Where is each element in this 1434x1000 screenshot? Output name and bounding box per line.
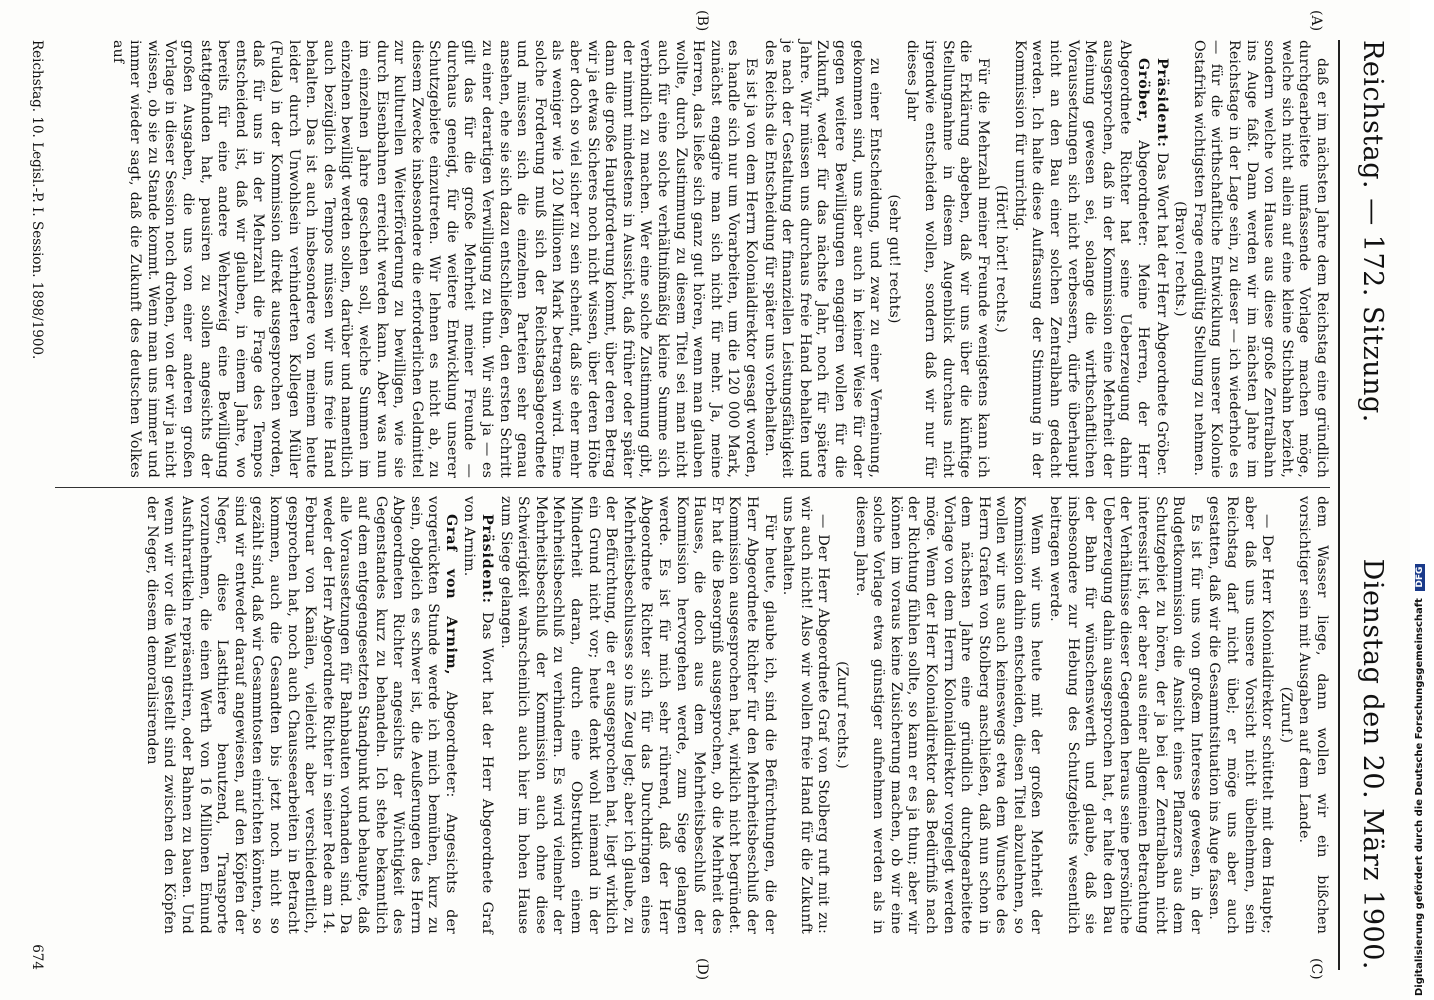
- column-divider: [55, 487, 1330, 488]
- body-paragraph: daß er im nächsten Jahre dem Reichstag eine gründlich durchgearbeitete umfassende Vorlage machen möge, welche sich nicht allein auf eine kleine Stichbahn bezieht, sondern welche von Hause aus diese große Zentralbahn ins Auge faßt. Dann werden wir im nächsten Jahre im Reichstage in der Lage sein, zu dieser — ich wiederhole es — für die wirthschaftliche Entwicklung unserer Kolonie Ostafrika wichtigsten Frage endgültig Stellung zu nehmen.: [1190, 40, 1330, 478]
- footer-legislature: Reichstag. 10. Legisl.-P. I. Session. 1898/1900.: [29, 40, 45, 360]
- speaker-text: Das Wort hat der Herr Abgeordnete Graf von Arnim.: [461, 496, 496, 934]
- left-column: [107, 40, 1330, 478]
- speaker-paragraph: [142, 496, 459, 934]
- right-column: [141, 496, 1330, 934]
- header-rule: [1338, 40, 1340, 970]
- speaker-text: Das Wort hat der Herr Abgeordnete Gröber.: [1153, 152, 1170, 477]
- header-date-text: Dienstag den 20. März 1900.: [1357, 558, 1388, 970]
- speaker-paragraph: [1152, 40, 1170, 478]
- digitization-credit: [1414, 564, 1425, 996]
- stage-direction: (Hört! hört! rechts.): [993, 185, 1010, 333]
- speaker-text: Abgeordneter: Angesichts der vorgerückten Stunde werde ich mich bemühen, kurz zu sein, obgleich es schwer ist, die Aeußerungen des Herrn Abgeordneten Richter angesichts der Wichtigkeit des Gegenstandes kurz zu behandeln. Ich stehe bekanntlich auf dem entgegengesetzten Standpunkt und behaupte, daß alle Voraussetzungen für Bahnbauten vorhanden sind. Da weder der Herr Abgeordnete Richter in seiner Rede am 14. Februar von Kanälen, vielleicht aber verschiedentlich, gesprochen hat, noch auch Chausseearbeiten in Betracht kommen, auch die Gesandten bis jetzt noch nicht so gezählt sind, daß wir Gesammtosten einrichten könnten, so sind wir entweder darauf angewiesen, auf den Köpfen der Neger, diese Lastthiere benutzend, Transporte vorzunehmen, die einen Werth von 16 Millionen Einund Ausfuhrartikeln repräsentiren, oder Bahnen zu bauen. Und wenn wir vor die Wahl gestellt sind zwischen den Köpfen der Neger, diesem demoralisirenden: [143, 496, 459, 934]
- page-header: [1344, 40, 1388, 970]
- page-footer: [21, 40, 45, 970]
- stage-direction: (sehr gut! rechts): [885, 194, 902, 324]
- body-paragraph: Für die Mehrzahl meiner Freunde wenigstens kann ich die Erklärung abgeben, daß wir uns über die künftige Stellungnahme in diesem Augenblick durchaus nicht irgendwie entscheiden wollen, sondern daß wir nur für dieses Jahr: [904, 40, 991, 478]
- credit-text: Digitalisierung gefördert durch die Deutsche Forschungsgemeinschaft: [1414, 598, 1425, 996]
- stage-direction: (Bravo! rechts.): [1172, 201, 1189, 317]
- margin-marker-a: (A): [1308, 10, 1324, 32]
- speaker-paragraph: [460, 496, 495, 934]
- body-paragraph: dem Wasser liege, dann wollen wir ein bißchen vorsichtiger sein mit Ausgaben auf dem Lande.: [1296, 496, 1330, 934]
- body-paragraph: Wenn wir uns heute mit der großen Mehrheit der Kommission dahin entscheiden, diesen Titel abzulehnen, so wollen wir uns auch keineswegs etwa dem Wunsche des Herrn Grafen von Stolberg anschließen, daß nun schon in dem nächsten Jahre eine gründlich durchgearbeitete Vorlage von dem Herrn Kolonialdirektor vorgelegt werden möge. Wenn der Herr Kolonialdirektor das Bedürfniß nach der Richtung fühlen sollte, so kann er es ja thun; aber wir können im voraus keine Zusicherung machen, ob wir eine solche Vorlage etwa günstiger aufnehmen werden als in diesem Jahre.: [852, 496, 1045, 934]
- margin-marker-c: (C): [1308, 958, 1324, 980]
- header-session: Reichstag. — 172. Sitzung.: [1357, 40, 1388, 423]
- margin-marker-d: (D): [694, 958, 710, 981]
- header-date: [1357, 559, 1388, 970]
- dfg-logo: DFG: [1415, 564, 1425, 591]
- speaker-paragraph: [1010, 40, 1151, 478]
- speaker-text: Abgeordneter: Meine Herren, der Herr Abgeordnete Richter hat seine Ueberzeugung dahin ausgesprochen, daß in der Kommission eine Mehrheit der Meinung gewesen sei, solange die wirthschaftlichen Voraussetzungen sich nicht verbessern, dürfe überhaupt nicht an den Bau einer solchen Zentralbahn gedacht werden. Ich halte diese Auffassung der Stimmung in der Kommission für unrichtig.: [1011, 40, 1152, 478]
- body-paragraph: — Der Herr Abgeordnete Graf von Stolberg ruft mit zu: wir auch nicht! Also wir wollen freie Hand für die Zukunft uns behalten.: [780, 496, 832, 934]
- margin-marker-b: (B): [694, 10, 710, 32]
- body-paragraph: Für heute, glaube ich, sind die Befürchtungen, die der Herr Abgeordnete Richter für den Mehrheitsbeschluß der Kommission ausgesprochen hat, wirklich nicht begründet. Er hat die Besorgniß ausgesprochen, ob die Mehrheit des Hauses, die doch aus dem Mehrheitsbeschluß der Kommission hervorgehen werde, zum Siege gelangen werde. Es ist für mich sehr rührend, daß der Herr Abgeordnete Richter sich für das Durchdringen eines Mehrheitsbeschlusses so ins Zeug legt; aber ich glaube, zu der Befürchtung, die er ausgesprochen hat, liegt wirklich ein Grund nicht vor; heute denkt wohl niemand in der Minderheit daran, durch eine Obstruktion einem Mehrheitsbeschluß zu verhindern. Es wird vielmehr der Mehrheitsbeschluß der Kommission auch ohne diese Schwierigkeit wahrscheinlich auch hier im hohen Hause zum Siege gelangen.: [497, 496, 778, 934]
- stage-direction: (Zuruf.): [1277, 686, 1294, 744]
- speaker-name: Präsident:: [1153, 58, 1170, 148]
- body-paragraph: zu einer Entscheidung, und zwar zu einer Verneinung, gekommen sind, uns aber auch in keiner Weise für oder gegen weitere Bewilligungen engagiren wollen für die Zukunft, weder für das nächste Jahr, noch für spätere Jahre. Wir müssen uns durchaus freie Hand behalten und je nach der Gestaltung der finanziellen Leistungsfähigkeit des Reichs die Entscheidung für später uns vorbehalten.: [761, 40, 884, 478]
- credit-strip: [1410, 0, 1434, 1000]
- stage-direction: (Zuruf rechts.): [833, 661, 850, 769]
- footer-page-number: 674: [29, 944, 45, 970]
- body-paragraph: Es ist für uns von großem Interesse gewesen, in der Budgetkommission die Ansicht eines Pflanzers aus dem Schutzgebiet zu hören, der ja bei der Zentralbahn nicht interessirt ist, der aber aus einer allgemeinen Betrachtung der Verhältnisse dieser Gegenden heraus seine persönliche Ueberzeugung dahin ausgesprochen hat, er halte den Bau der Bahn für wünschenswerth und glaube, daß sie insbesondere zur Hebung des Schutzgebiets wesentlich beitragen werde.: [1047, 496, 1204, 934]
- speaker-name: Präsident:: [479, 514, 496, 604]
- body-paragraph: — Der Herr Kolonialdirektor schüttelt mit dem Haupte; aber daß uns unsere Vorsicht nicht übelnehmen, sein Reichstag darf nicht übel; er möge uns aber auch gestatten, daß wir die Gesammtsituation ins Auge fassen.: [1206, 496, 1276, 934]
- speaker-name: Graf von Arnim,: [442, 514, 459, 676]
- speaker-name: Gröber,: [1135, 58, 1152, 123]
- body-paragraph: Es ist ja von dem Herrn Kolonialdirektor gesagt worden, es handle sich nur um Vorarbeiten, um die 120 000 Mark, zunächst engagire man sich nicht für mehr. Ja, meine Herren, das ließe sich ganz gut hören, wenn man glauben wollte, durch Zustimmung zu diesem Titel sei man nicht auch für eine solche verhältnißmäßig kleine Summe sich verbindlich zu machen. Wer eine solche Zustimmung gibt, der nimmt mindestens in Aussicht, daß früher oder später dann die große Hauptforderung kommt, über deren Betrag wir ja etwas Sicheres noch nicht wissen, über deren Höhe aber doch so viel sicher zu sein scheint, daß sie eher mehr als weniger wie 120 Millionen Mark betragen wird. Eine solche Forderung muß sich der Reichstagsabgeordnete und müssen sich die einzelnen Parteien sehr genau ansehen, ehe sie sich dazu entschließen, den ersten Schritt zu einer derartigen Verwilligung zu thun. Wir sind ja — es gilt das für die große Mehrheit meiner Freunde — durchaus geneigt, für die weitere Entwicklung unserer Schutzgebiete einzutreten. Wir lehnen es nicht ab, zu diesem Zwecke insbesondere die erforderlichen Geldmittel zur kulturellen Weiterförderung zu bewilligen, wie sie durch Eisenbahnen erreicht werden kann. Aber was nun im einzelnen Jahre geschehen soll, welche Summen im einzelnen bewilligt werden sollen, darüber und namentlich auch bezüglich des Tempos müssen wir uns freie Hand behalten. Das ist auch insbesondere von meinem heute leider durch Unwohlsein verhinderten Kollegen Müller (Fulda) in der Kommission direkt ausgesprochen worden, daß für uns in der Mehrzahl die Frage des Tempos entscheidend ist, daß wir glauben, in einem Jahre, wo bereits für eine andere Wehrzweig eine Bewilligung stattgefunden hat, pausiren zu sollen angesichts der großen Ausgaben, die uns von einer anderen großen Vorlage in dieser Session noch drohen, von der wir ja nicht wissen, ob sie zu Stande kommt. Wenn man uns immer und immer wieder sagt, daß die Zukunft des deutschen Volkes auf: [109, 40, 759, 478]
